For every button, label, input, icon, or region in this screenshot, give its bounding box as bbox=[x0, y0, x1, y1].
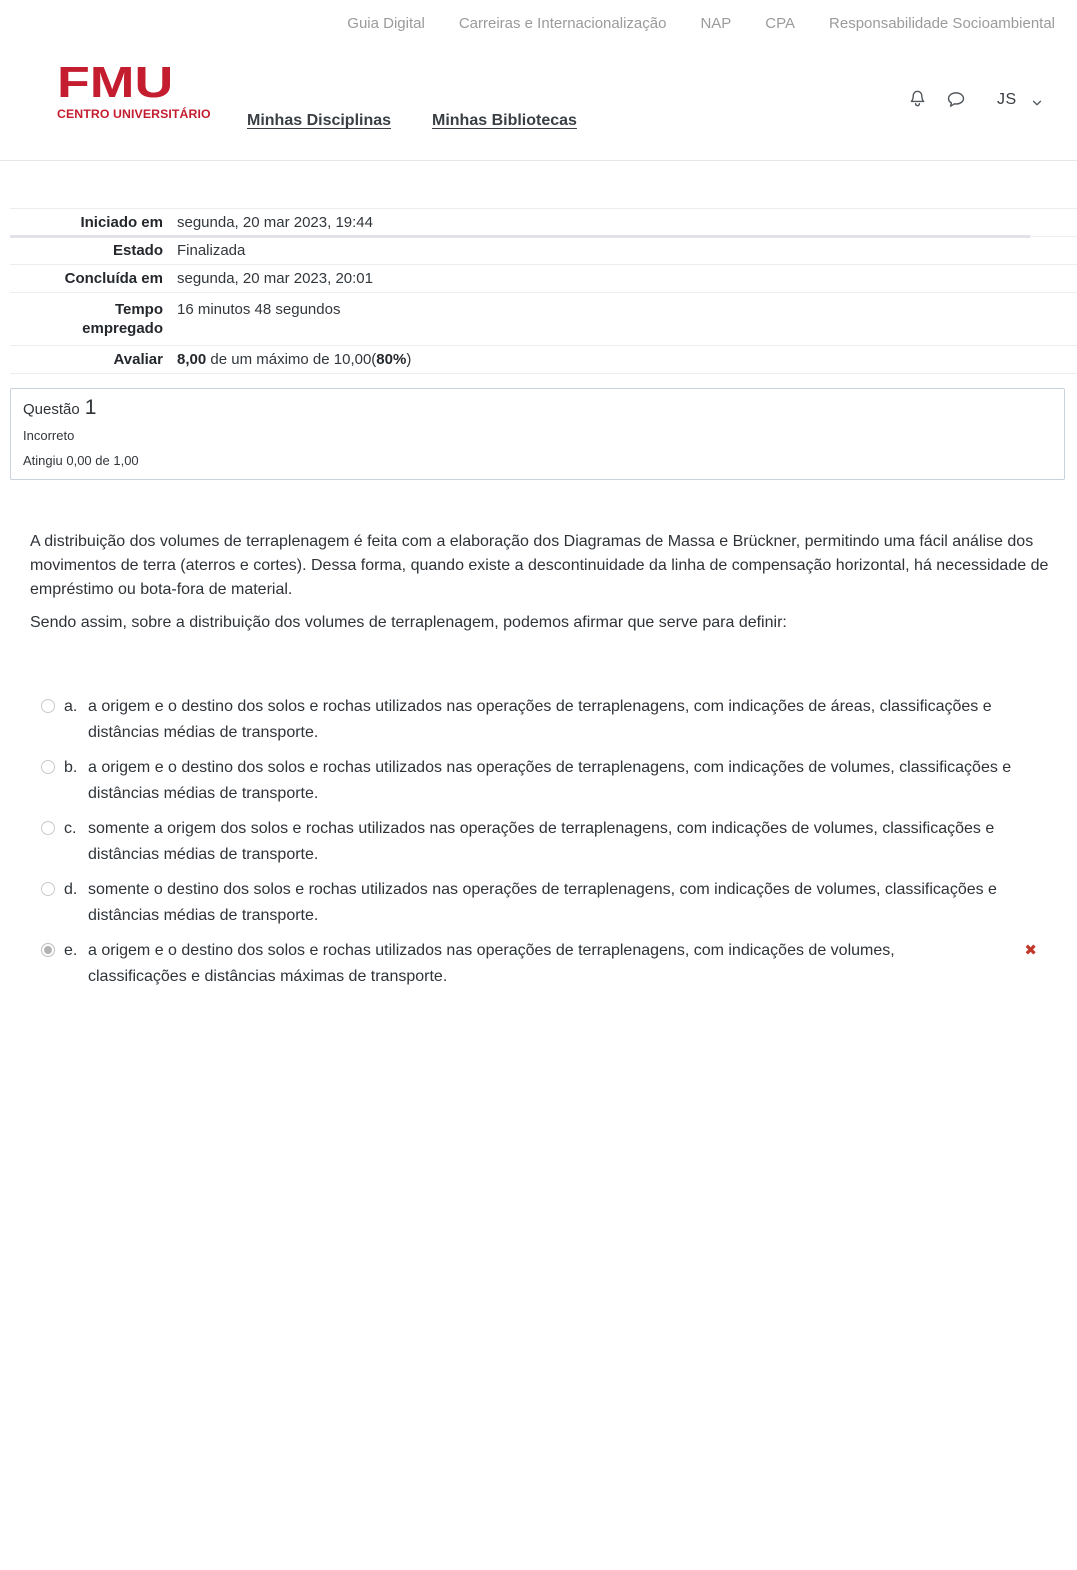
row-label: Concluída em bbox=[64, 270, 163, 287]
fmu-logo-title: FMU bbox=[57, 58, 174, 107]
table-separator bbox=[10, 235, 1030, 238]
chevron-down-icon[interactable] bbox=[1030, 96, 1044, 110]
table-row-estado bbox=[10, 237, 1077, 265]
row-label: Iniciado em bbox=[80, 214, 163, 231]
fmu-logo[interactable] bbox=[57, 60, 211, 121]
question-text bbox=[30, 530, 1050, 635]
table-row-tempo-empregado bbox=[10, 293, 1077, 346]
bell-icon[interactable] bbox=[907, 88, 928, 110]
answer-option-e-selected bbox=[41, 938, 1067, 990]
chat-icon[interactable] bbox=[945, 90, 967, 110]
row-value: segunda, 20 mar 2023, 19:44 bbox=[177, 214, 373, 231]
radio-option-d[interactable] bbox=[41, 882, 55, 896]
option-letter: c. bbox=[64, 820, 77, 837]
row-value: 16 minutos 48 segundos bbox=[177, 301, 341, 318]
radio-option-c[interactable] bbox=[41, 821, 55, 835]
question-state-badge: Incorreto bbox=[23, 428, 75, 443]
option-letter: d. bbox=[64, 881, 78, 898]
radio-option-e-selected[interactable] bbox=[41, 943, 55, 957]
answer-options bbox=[41, 694, 1067, 999]
radio-option-b[interactable] bbox=[41, 760, 55, 774]
option-text: a origem e o destino dos solos e rochas utilizados nas operações de terraplenagens, com indicações de volumes, classificações e distâncias máximas de transporte. bbox=[88, 942, 895, 985]
answer-option-a bbox=[41, 694, 1067, 746]
fmu-logo-subtitle: CENTRO UNIVERSITÁRIO bbox=[57, 107, 211, 121]
option-letter: b. bbox=[64, 759, 78, 776]
row-value: segunda, 20 mar 2023, 20:01 bbox=[177, 270, 373, 287]
answer-option-c bbox=[41, 816, 1067, 868]
row-value-grade: 8,00 de um máximo de 10,00(80%) bbox=[177, 351, 412, 368]
answer-option-d bbox=[41, 877, 1067, 929]
option-text: a origem e o destino dos solos e rochas utilizados nas operações de terraplenagens, com indicações de áreas, classificações e distâncias médias de transporte. bbox=[88, 698, 992, 741]
table-row-concluida-em bbox=[10, 265, 1077, 293]
row-label: Avaliar bbox=[113, 351, 163, 368]
topnav-link-guia-digital[interactable]: Guia Digital bbox=[347, 14, 425, 32]
question-paragraph-1: A distribuição dos volumes de terraplenagem é feita com a elaboração dos Diagramas de Massa e Brückner, permitindo uma fácil análise dos movimentos de terra (aterros e cortes). Dessa forma, quando existe a descontinuidade da linha de compensação horizontal, há necessidade de empréstimo ou bota-fora de material. bbox=[30, 533, 1049, 598]
row-label: Tempo empregado bbox=[82, 301, 163, 337]
option-letter: e. bbox=[64, 942, 78, 959]
nav-minhas-disciplinas[interactable]: Minhas Disciplinas bbox=[247, 112, 392, 129]
radio-option-a[interactable] bbox=[41, 699, 55, 713]
question-number: Questão 1 bbox=[23, 396, 97, 419]
option-letter: a. bbox=[64, 698, 78, 715]
topnav-link-cpa[interactable]: CPA bbox=[765, 14, 796, 32]
option-text: somente a origem dos solos e rochas utilizados nas operações de terraplenagens, com indicações de volumes, classificações e distâncias médias de transporte. bbox=[88, 820, 995, 863]
site-header bbox=[0, 46, 1077, 161]
question-info-box bbox=[10, 388, 1065, 480]
row-value: Finalizada bbox=[177, 242, 246, 259]
nav-minhas-bibliotecas[interactable]: Minhas Bibliotecas bbox=[432, 112, 577, 129]
option-text: a origem e o destino dos solos e rochas utilizados nas operações de terraplenagens, com indicações de volumes, classificações e distâncias médias de transporte. bbox=[88, 759, 1012, 802]
attempt-summary-table bbox=[10, 208, 1077, 374]
topnav-link-nap[interactable]: NAP bbox=[700, 14, 732, 32]
topnav-link-responsabilidade-socioambiental[interactable]: Responsabilidade Socioambiental bbox=[829, 14, 1055, 32]
utility-nav bbox=[0, 0, 1077, 46]
table-row-avaliar bbox=[10, 346, 1077, 374]
user-menu-initials[interactable]: JS bbox=[997, 91, 1017, 108]
answer-option-b bbox=[41, 755, 1067, 807]
question-points: Atingiu 0,00 de 1,00 bbox=[23, 453, 139, 468]
question-paragraph-2: Sendo assim, sobre a distribuição dos volumes de terraplenagem, podemos afirmar que serve para definir: bbox=[30, 614, 787, 631]
row-label: Estado bbox=[112, 242, 163, 259]
option-text: somente o destino dos solos e rochas utilizados nas operações de terraplenagens, com indicações de volumes, classificações e distâncias médias de transporte. bbox=[88, 881, 997, 924]
incorrect-icon: ✖ bbox=[1024, 941, 1037, 959]
table-row-iniciado-em bbox=[10, 209, 1077, 237]
topnav-link-carreiras-internacionalizacao[interactable]: Carreiras e Internacionalização bbox=[458, 14, 667, 32]
